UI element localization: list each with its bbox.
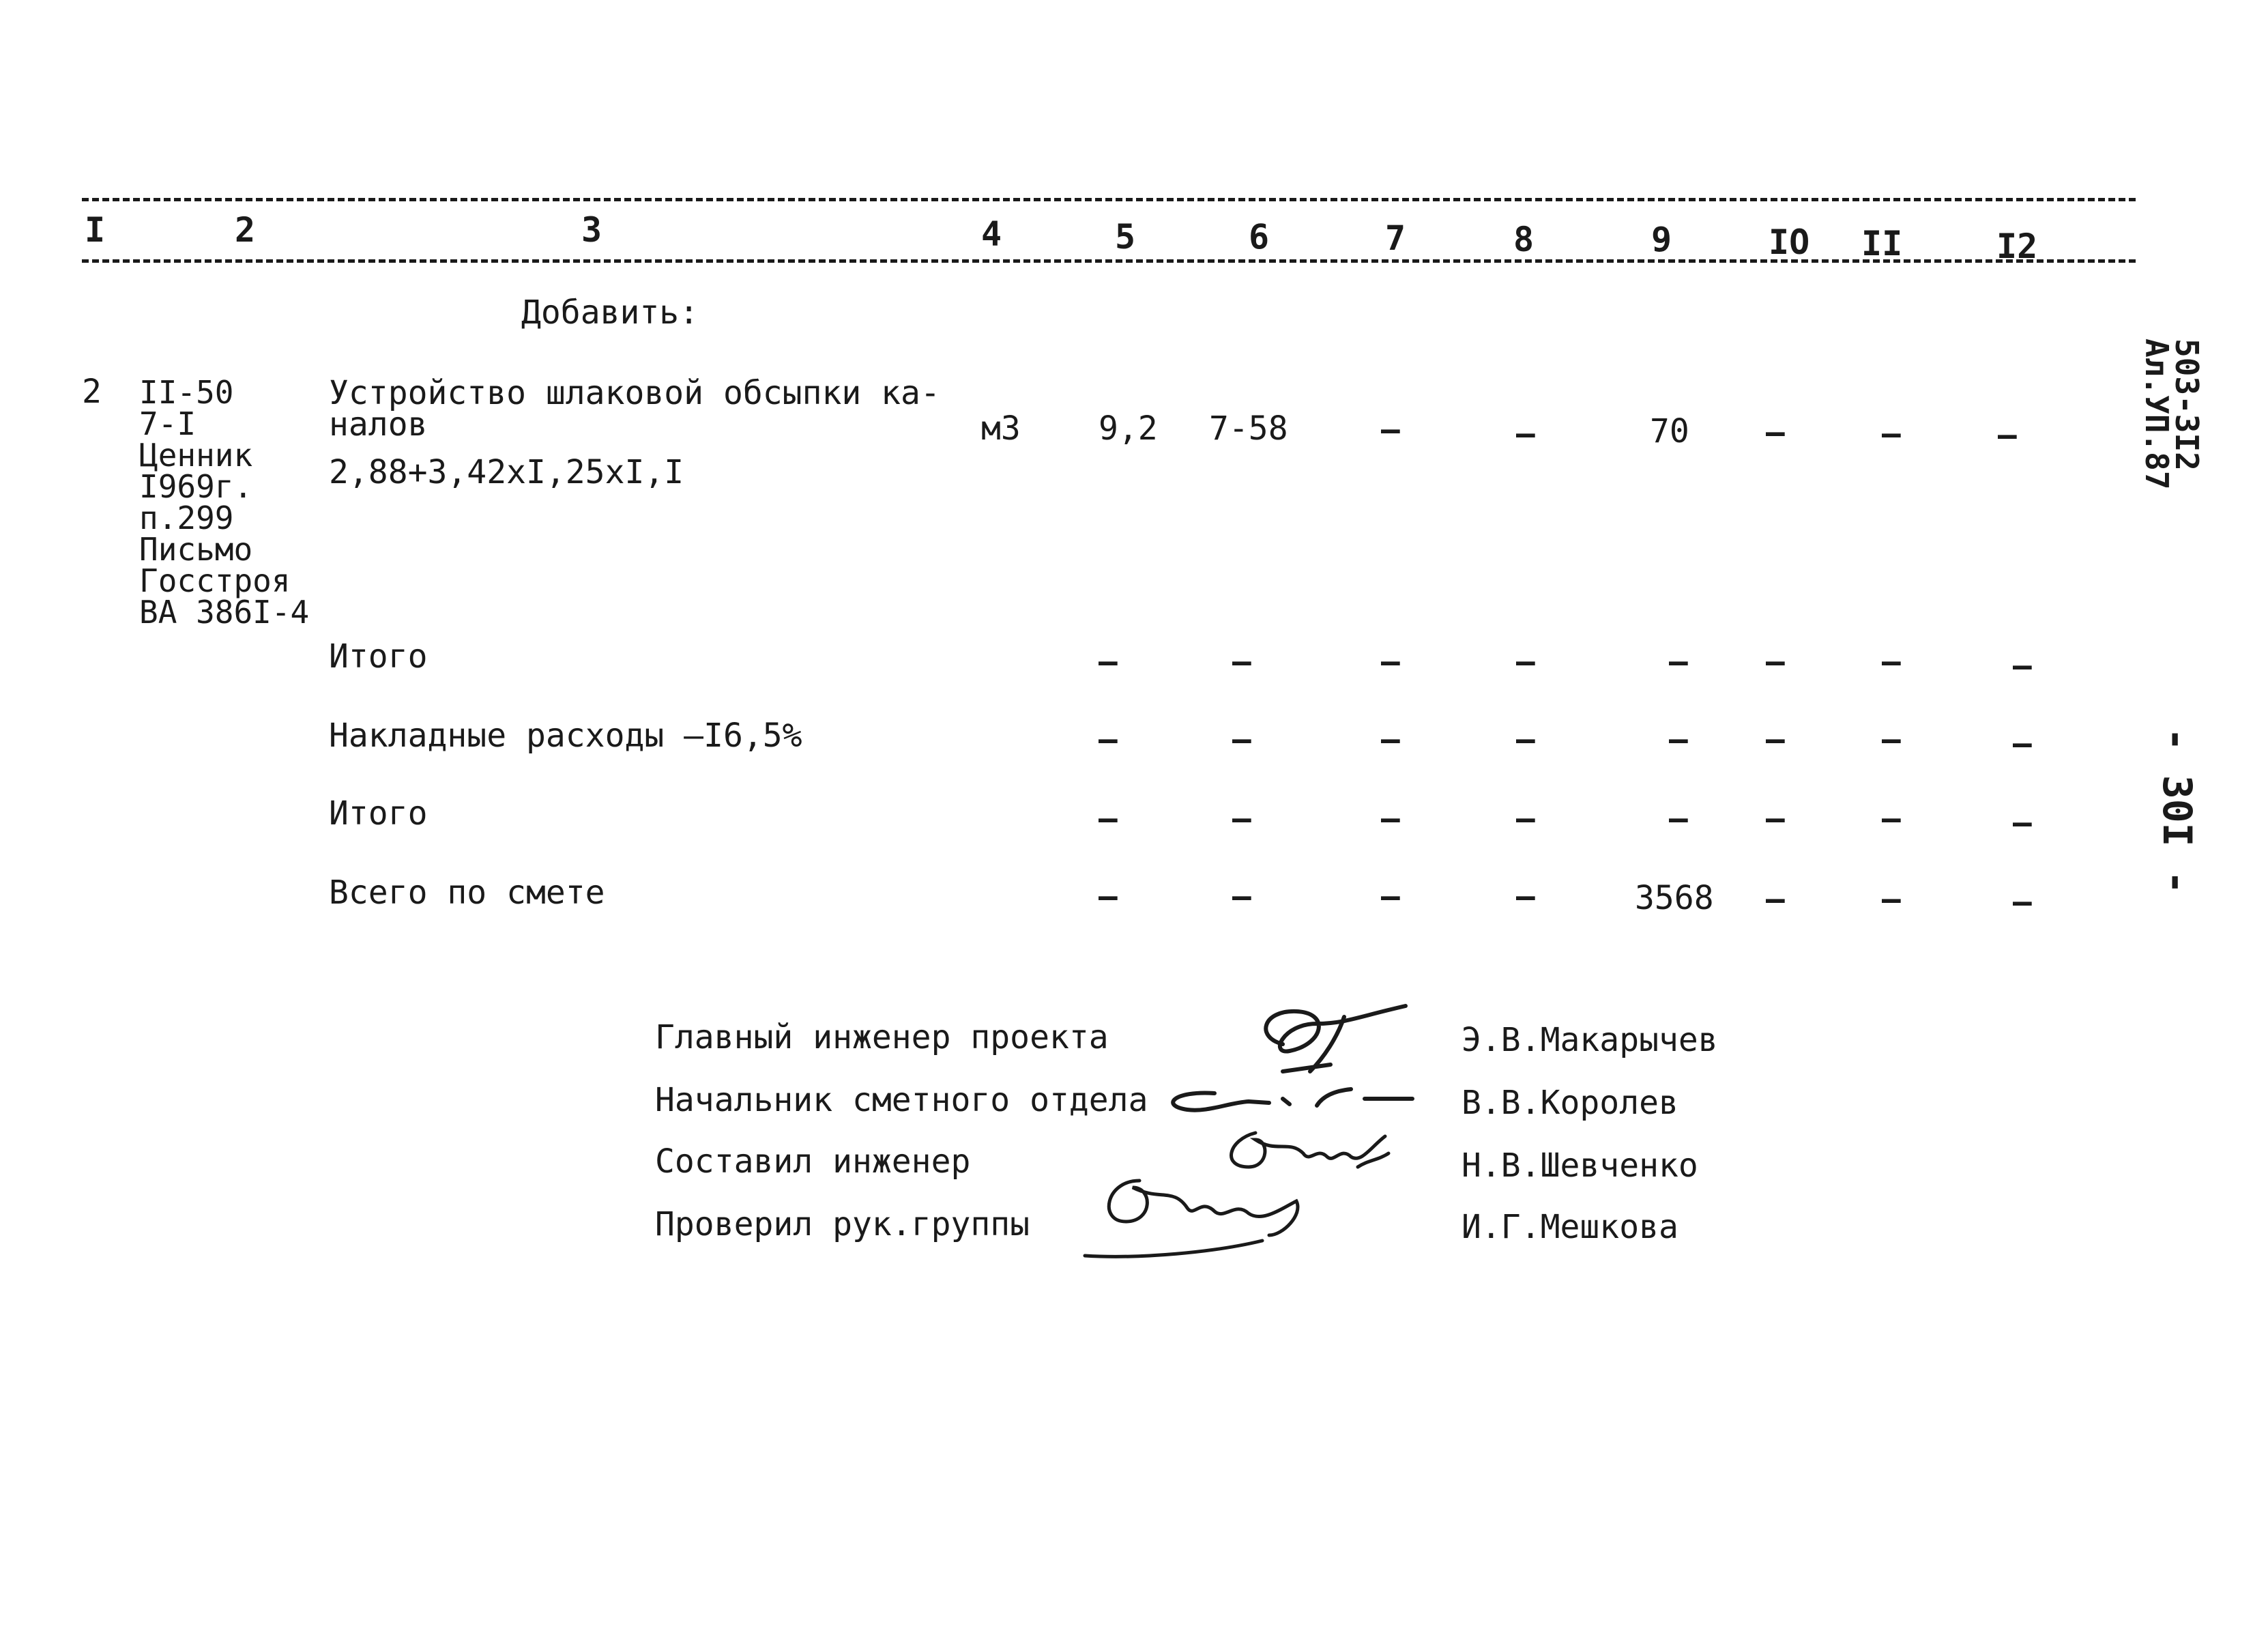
col-header-5: 5 xyxy=(1115,217,1136,257)
totals-cell: – xyxy=(1882,721,1901,758)
col-header-7: 7 xyxy=(1385,218,1406,258)
handwritten-signature-1 xyxy=(1242,996,1419,1085)
item-price: 7-58 xyxy=(1209,409,1288,448)
totals-cell: – xyxy=(1232,643,1251,680)
signature-role: Проверил рук.группы xyxy=(655,1205,1030,1243)
totals-cell: – xyxy=(2013,883,2032,920)
totals-cell: – xyxy=(1381,878,1400,914)
totals-cell: – xyxy=(2013,725,2032,762)
item-code-line: 7-I xyxy=(139,405,197,442)
totals-cell: – xyxy=(1099,800,1118,837)
totals-cell: – xyxy=(1381,643,1400,680)
item-col9: 70 xyxy=(1650,412,1689,450)
item-code-line: Письмо xyxy=(139,531,253,568)
totals-cell: – xyxy=(1766,721,1785,758)
col-header-4: 4 xyxy=(981,214,1002,254)
item-description-line2: налов xyxy=(329,405,428,444)
totals-cell: – xyxy=(1669,800,1688,837)
item-code-line: Госстроя xyxy=(139,562,291,599)
totals-label: Всего по смете xyxy=(329,874,605,912)
totals-cell: – xyxy=(1381,721,1400,758)
totals-cell: – xyxy=(1099,643,1118,680)
totals-cell: – xyxy=(2013,647,2032,684)
totals-cell: – xyxy=(1766,800,1785,837)
totals-label: Итого xyxy=(329,794,428,833)
col-header-3: 3 xyxy=(581,210,602,250)
totals-cell: – xyxy=(1232,721,1251,758)
totals-cell: – xyxy=(1232,878,1251,914)
signature-name: В.В.Королев xyxy=(1462,1084,1678,1122)
totals-cell: – xyxy=(1882,643,1901,680)
col-header-9: 9 xyxy=(1651,220,1672,259)
signature-name: Э.В.Макарычев xyxy=(1462,1021,1718,1059)
item-code-line: II-50 xyxy=(139,374,234,411)
item-code-line: I969г. xyxy=(139,468,253,505)
totals-cell: – xyxy=(1516,643,1535,680)
signature-role: Начальник сметного отдела xyxy=(655,1081,1148,1119)
totals-cell: – xyxy=(1669,643,1688,680)
col-header-6: 6 xyxy=(1249,217,1270,257)
item-quantity: 9,2 xyxy=(1099,409,1158,448)
item-code-line: п.299 xyxy=(139,500,234,536)
totals-cell: – xyxy=(2013,804,2032,841)
item-col10: – xyxy=(1766,414,1785,450)
col-header-1: I xyxy=(85,210,106,250)
margin-code-line1: 503-3I2 xyxy=(2168,338,2205,471)
item-formula: 2,88+3,42хI,25хI,I xyxy=(329,453,684,491)
totals-cell: 3568 xyxy=(1635,879,1714,917)
item-col8: – xyxy=(1516,415,1535,452)
item-col11: – xyxy=(1882,415,1901,452)
item-code-line: ВА 386I-4 xyxy=(139,594,310,631)
totals-label: Итого xyxy=(329,637,428,676)
signature-role: Составил инженер xyxy=(655,1142,971,1181)
totals-cell: – xyxy=(1099,721,1118,758)
totals-cell: – xyxy=(1882,880,1901,917)
item-unit: м3 xyxy=(981,409,1021,448)
top-dashed-rule xyxy=(82,198,2136,201)
margin-code-line2: Ал.УП.87 xyxy=(2138,338,2175,490)
totals-cell: – xyxy=(1766,880,1785,917)
signature-name: И.Г.Мешкова xyxy=(1462,1208,1678,1246)
col-header-10: IO xyxy=(1769,222,1810,262)
page-number: - 30I - xyxy=(2154,727,2200,895)
totals-cell: – xyxy=(1099,878,1118,914)
totals-cell: – xyxy=(1232,800,1251,837)
signature-role: Главный инженер проекта xyxy=(655,1018,1109,1056)
item-code-line: Ценник xyxy=(139,437,253,474)
totals-cell: – xyxy=(1516,878,1535,914)
item-description-line1: Устройство шлаковой обсыпки ка- xyxy=(329,374,940,412)
signature-name: Н.В.Шевченко xyxy=(1462,1147,1698,1185)
col-header-11: II xyxy=(1861,224,1903,263)
totals-cell: – xyxy=(1516,721,1535,758)
totals-cell: – xyxy=(1381,800,1400,837)
item-col12: – xyxy=(1998,416,2017,453)
item-number: 2 xyxy=(82,373,102,411)
handwritten-signature-4 xyxy=(1078,1160,1310,1263)
col-header-12: I2 xyxy=(1996,227,2038,266)
handwritten-signature-2 xyxy=(1160,1078,1419,1119)
totals-cell: – xyxy=(1669,721,1688,758)
totals-cell: – xyxy=(1882,800,1901,837)
item-col7: – xyxy=(1381,411,1400,448)
add-heading: Добавить: xyxy=(521,293,699,332)
header-dashed-rule xyxy=(82,259,2136,263)
totals-cell: – xyxy=(1516,800,1535,837)
totals-label: Накладные расходы –I6,5% xyxy=(329,717,802,755)
col-header-2: 2 xyxy=(235,210,256,250)
col-header-8: 8 xyxy=(1513,220,1535,259)
totals-cell: – xyxy=(1766,643,1785,680)
